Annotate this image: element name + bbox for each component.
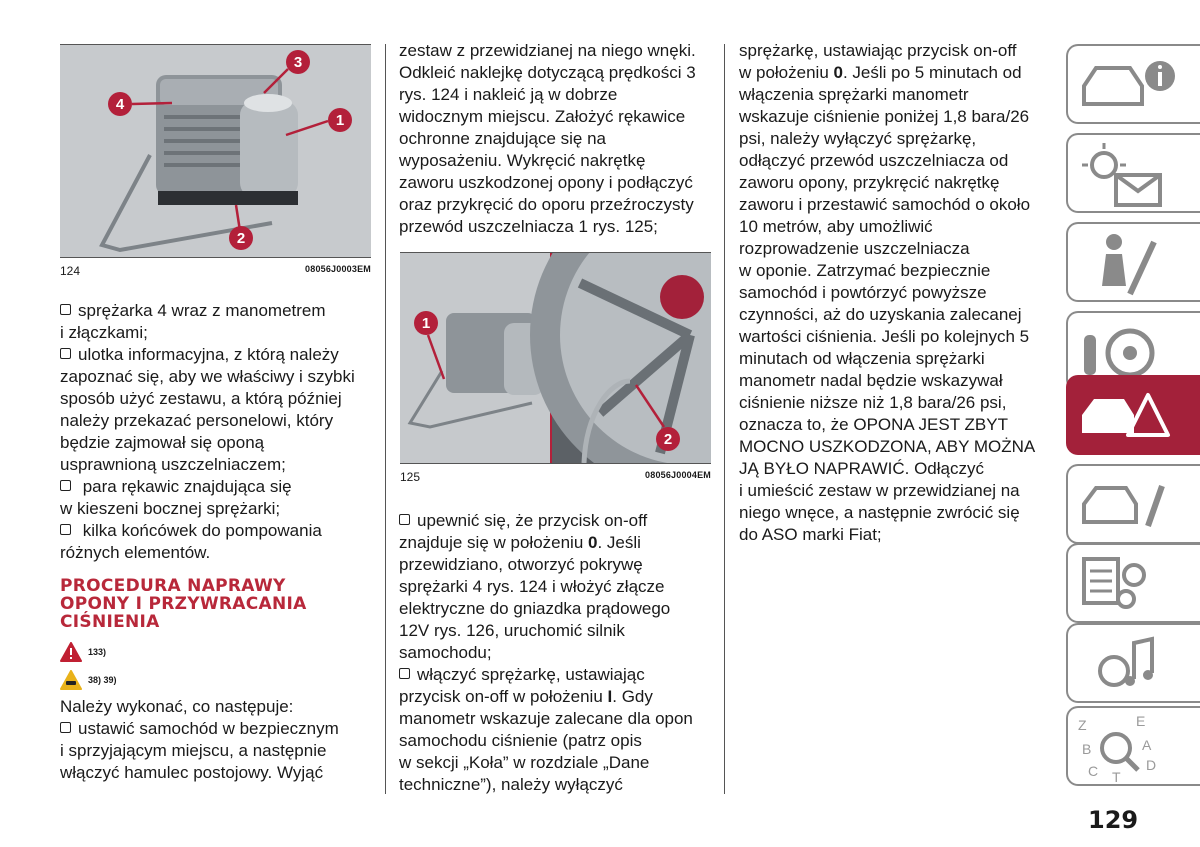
page-number: 129 (1088, 806, 1139, 834)
svg-text:3: 3 (293, 54, 303, 71)
column-2-top: zestaw z przewidzianej na niego wnęki. Odkleić naklejkę dotyczącą prędkości 3 rys. 124 i nakleić ją w dobrze widocznym miejscu. Założyć rękawice ochronne znajdujące się na wyposażeniu. Wykręcić nakrętkę zaworu uszkodzonej opony i podłączyć oraz przykręcić do oporu przeźroczysty przewód uszczelniacza 1 rys. 125; (399, 41, 696, 236)
car-service-icon (1068, 466, 1200, 544)
svg-text:A: A (1142, 737, 1152, 753)
bullet-icon (399, 668, 410, 679)
column-1-bullets: sprężarka 4 wraz z manometrem i złączkami; ulotka informacyjna, z którą należy zapoznać się, aby we właściwy i szybki sposób użyć zestawu, a którą później należy przekazać personelowi, który będzie zajmował się oponą usprawnioną uszczelniaczem; para rękawic znajdująca się w kieszeni bocznej sprężarki; kilka końcówek do pompowania różnych elementów. (60, 301, 355, 562)
bullet-icon (60, 524, 71, 535)
index-search-icon (1102, 734, 1138, 770)
column-divider (385, 44, 386, 794)
svg-text:4: 4 (115, 96, 125, 113)
caution-triangle-icon (60, 670, 82, 690)
column-1-steps: Należy wykonać, co następuje: ustawić samochód w bezpiecznym i sprzyjającym miejscu, a następnie włączyć hamulec postojowy. Wyjąć (60, 697, 339, 782)
multimedia-icon (1068, 625, 1200, 703)
svg-text:Z: Z (1078, 717, 1087, 733)
figure-code: 08056J0004EM (645, 470, 711, 480)
svg-text:1: 1 (335, 112, 345, 129)
warning-reference: 133) (60, 642, 106, 662)
figure-125-caption (400, 470, 711, 484)
bullet-icon (60, 304, 71, 315)
figure-number: 125 (400, 470, 421, 484)
column-divider (724, 44, 725, 794)
tab-servicing-care[interactable] (1066, 464, 1200, 544)
lights-message-icon (1068, 135, 1200, 213)
tab-index[interactable] (1066, 706, 1200, 786)
specs-gear-icon (1068, 545, 1200, 623)
tab-in-an-emergency[interactable] (1066, 375, 1200, 455)
airbag-seat-icon (1068, 224, 1200, 302)
svg-text:2: 2 (236, 230, 246, 247)
figure-124-image (60, 44, 371, 258)
figure-124-caption (60, 264, 371, 278)
svg-text:1: 1 (421, 315, 431, 332)
tab-car-info[interactable] (1066, 44, 1200, 124)
svg-text:E: E (1136, 713, 1146, 729)
bullet-icon (60, 348, 71, 359)
figure-code: 08056J0003EM (305, 264, 371, 274)
section-heading: PROCEDURA NAPRAWY OPONY I PRZYWRACANIA CIŚNIENIA (60, 576, 307, 632)
tab-multimedia[interactable] (1066, 623, 1200, 703)
warning-triangle-icon (60, 642, 82, 662)
column-3-text: sprężarkę, ustawiając przycisk on-off w położeniu 0. Jeśli po 5 minutach od włączenia sprężarki manometr wskazuje ciśnienie poniżej 1,8 bara/26 psi, należy wyłączyć sprężarkę, odłączyć przewód uszczelniacza od zaworu opony, przykręcić nakrętkę zaworu i przestawić samochód o około 10 metrów, aby umożliwić rozprowadzenie uszczelniacza w oponie. Zatrzymać bezpiecznie samochód i powtórzyć powyższe czynności, aż do uzyskania zalecanej wartości ciśnienia. Jeśli po kolejnych 5 minutach od włączenia sprężarki manometr nadal będzie wskazywał ciśnienie niższe niż 1,8 bara/26 psi, oznacza to, że OPONA JEST ZBYT MOCNO USZKODZONA, ABY MOŻNA JĄ BYŁO NAPRAWIĆ. Odłączyć i umieścić zestaw w przewidzianej na niego wnęce, a następnie zwrócić się do ASO marki Fiat; (739, 41, 1036, 544)
svg-text:2: 2 (663, 431, 673, 448)
svg-text:B: B (1082, 741, 1092, 757)
tab-safety[interactable] (1066, 222, 1200, 302)
svg-text:D: D (1146, 757, 1157, 773)
caution-reference: 38) 39) (60, 670, 117, 690)
bullet-icon (60, 722, 71, 733)
bullet-icon (399, 514, 410, 525)
svg-text:T: T (1112, 769, 1121, 785)
tab-lights-messages[interactable] (1066, 133, 1200, 213)
figure-125-image (400, 252, 711, 464)
car-info-icon (1068, 46, 1200, 124)
column-2-bullets: upewnić się, że przycisk on-off znajduje się w położeniu 0. Jeśli przewidziano, otworzyć pokrywę sprężarki 4 rys. 124 i włożyć złącze elektryczne do gniazdka prądowego 12V rys. 126, uruchomić silnik samochodu; włączyć sprężarkę, ustawiając przycisk on-off w położeniu I. Gdy manometr wskazuje zalecane dla opon samochodu ciśnienie (patrz opis w sekcji „Koła” w rozdziale „Dane techniczne”), należy wyłączyć (399, 511, 693, 794)
figure-number: 124 (60, 264, 81, 278)
breakdown-warning-icon (1068, 377, 1200, 455)
bullet-icon (60, 480, 71, 491)
tab-technical-data[interactable] (1066, 543, 1200, 623)
svg-text:C: C (1088, 763, 1099, 779)
